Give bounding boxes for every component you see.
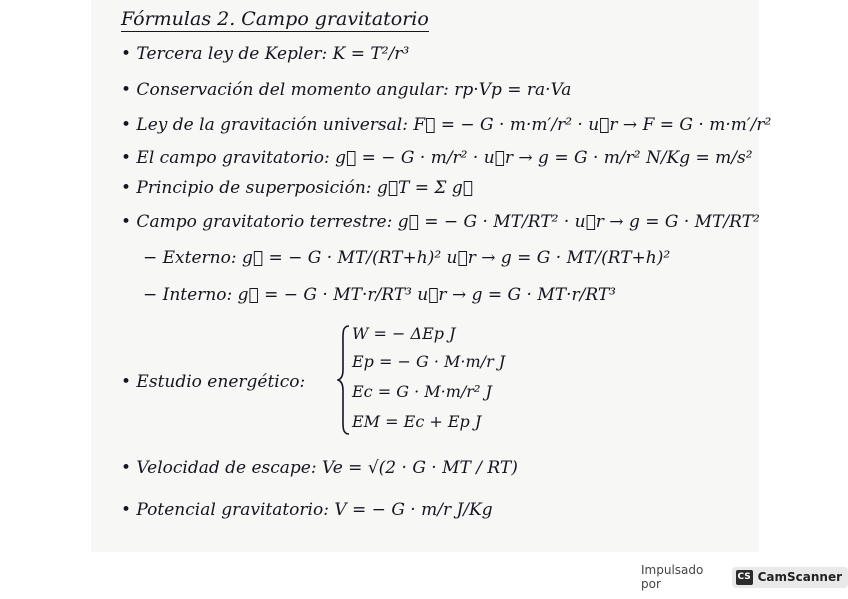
energy-equation-system: [337, 324, 537, 438]
scanner-watermark: [641, 565, 848, 589]
scanned-page: [91, 0, 772, 552]
formula-escape-velocity: • Velocidad de escape: Ve = √(2 · G · MT / RT): [121, 458, 518, 478]
camscanner-logo-icon: CS: [736, 570, 753, 585]
formula-angular-momentum: • Conservación del momento angular: rp·Vp = ra·Va: [121, 80, 572, 100]
curly-brace-icon: [337, 324, 351, 436]
formula-gravitational-field: • El campo gravitatorio: g⃗ = − G · m/r² · u⃗r → g = G · m/r² N/Kg = m/s²: [121, 148, 753, 168]
energy-work: W = − ΔEp J: [352, 324, 456, 343]
formula-gravitation-law: • Ley de la gravitación universal: F⃗ = − G · m·m′/r² · u⃗r → F = G · m·m′/r²: [121, 115, 772, 135]
camscanner-brand-label: CamScanner: [757, 570, 842, 584]
powered-by-label: Impulsado por: [641, 563, 704, 591]
camscanner-badge: [732, 567, 848, 588]
energy-mechanical: EM = Ec + Ep J: [352, 412, 482, 431]
energy-kinetic: Ec = G · M·m/r² J: [352, 382, 492, 401]
formula-internal-field: − Interno: g⃗ = − G · MT·r/RT³ u⃗r → g = G · MT·r/RT³: [143, 285, 616, 305]
formula-kepler: • Tercera ley de Kepler: K = T²/r³: [121, 44, 410, 64]
page-title: Fórmulas 2. Campo gravitatorio: [121, 8, 429, 30]
formula-energy-study-label: • Estudio energético:: [121, 372, 306, 392]
energy-potential: Ep = − G · M·m/r J: [352, 352, 506, 371]
formula-terrestrial-field: • Campo gravitatorio terrestre: g⃗ = − G · MT/RT² · u⃗r → g = G · MT/RT²: [121, 212, 760, 232]
formula-gravitational-potential: • Potencial gravitatorio: V = − G · m/r J/Kg: [121, 500, 493, 520]
formula-superposition: • Principio de superposición: g⃗T = Σ g⃗: [121, 178, 473, 198]
formula-external-field: − Externo: g⃗ = − G · MT/(RT+h)² u⃗r → g = G · MT/(RT+h)²: [143, 248, 671, 268]
